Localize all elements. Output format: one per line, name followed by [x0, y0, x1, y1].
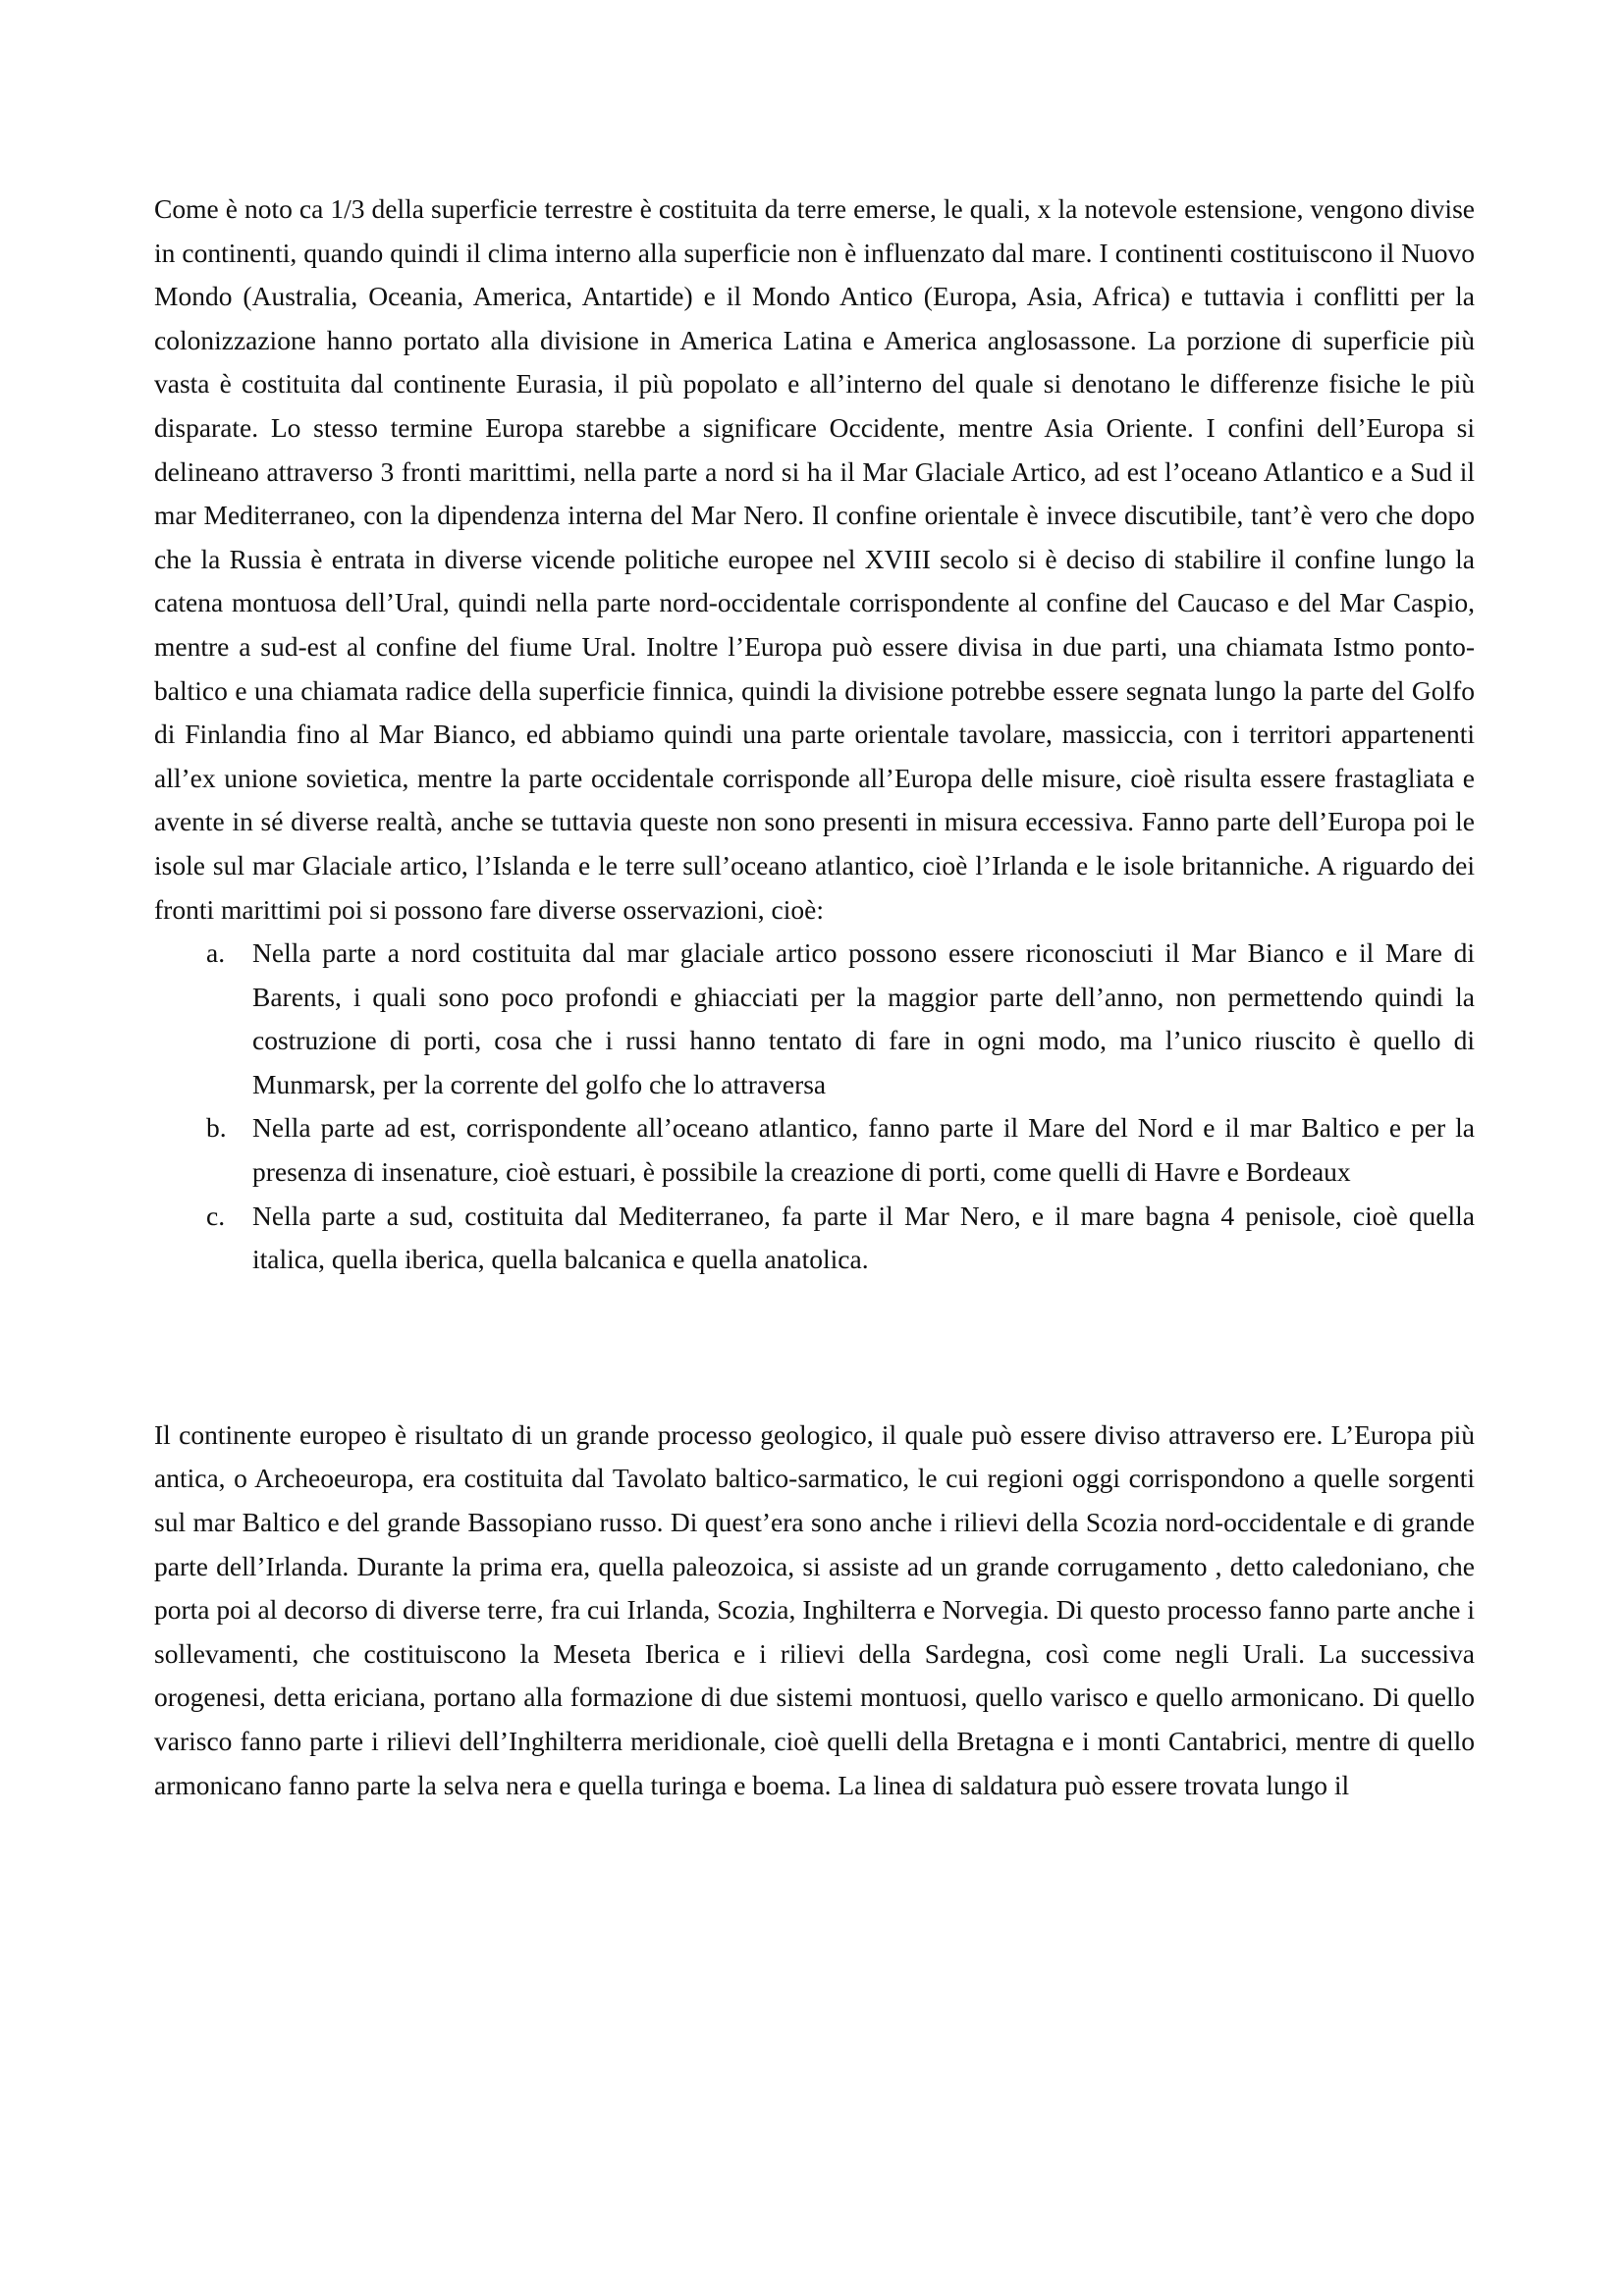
list-marker: c. [206, 1200, 226, 1231]
maritime-fronts-list [154, 932, 1475, 1282]
paragraph-geology: Il continente europeo è risultato di un grande processo geologico, il quale può essere diviso attraverso ere. L’Europa più antica, o Archeoeuropa, era costituita dal Tavolato baltico-sarmatico, le cui regioni oggi corrispondono a quelle sorgenti sul mar Baltico e del grande Bassopiano russo. Di quest’era sono anche i rilievi della Scozia nord-occidentale e di grande parte dell’Irlanda. Durante la prima era, quella paleozoica, si assiste ad un grande corrugamento , detto caledoniano, che porta poi al decorso di diverse terre, fra cui Irlanda, Scozia, Inghilterra e Norvegia. Di questo processo fanno parte anche i sollevamenti, che costituiscono la Meseta Iberica e i rilievi della Sardegna, così come negli Urali. La successiva orogenesi, detta ericiana, portano alla formazione di due sistemi montuosi, quello varisco e quello armonicano. Di quello varisco fanno parte i rilievi dell’Inghilterra meridionale, cioè quelli della Bretagna e i monti Cantabrici, mentre di quello armonicano fanno parte la selva nera e quella turinga e boema. La linea di saldatura può essere trovata lungo il [154, 1418, 1475, 1800]
list-item-text: Nella parte a nord costituita dal mar glaciale artico possono essere riconosciuti il Mar Bianco e il Mare di Barents, i quali sono poco profondi e ghiacciati per la maggior parte dell’anno, non permettendo quindi la costruzione di porti, cosa che i russi hanno tentato di fare in ogni modo, ma l’unico riuscito è quello di Munmarsk, per la corrente del golfo che lo attraversa [252, 937, 1475, 1099]
list-item-east [154, 1106, 1475, 1194]
paragraph-continents-europe: Come è noto ca 1/3 della superficie terrestre è costituita da terre emerse, le quali, x la notevole estensione, vengono divise in continenti, quando quindi il clima interno alla superficie non è influenzato dal mare. I continenti costituiscono il Nuovo Mondo (Australia, Oceania, America, Antartide) e il Mondo Antico (Europa, Asia, Africa) e tuttavia i conflitti per la colonizzazione hanno portato alla divisione in America Latina e America anglosassone. La porzione di superficie più vasta è costituita dal continente Eurasia, il più popolato e all’interno del quale si denotano le differenze fisiche le più disparate. Lo stesso termine Europa starebbe a significare Occidente, mentre Asia Oriente. I confini dell’Europa si delineano attraverso 3 fronti marittimi, nella parte a nord si ha il Mar Glaciale Artico, ad est l’oceano Atlantico e a Sud il mar Mediterraneo, con la dipendenza interna del Mar Nero. Il confine orientale è invece discutibile, tant’è vero che dopo che la Russia è entrata in diverse vicende politiche europee nel XVIII secolo si è deciso di stabilire il confine lungo la catena montuosa dell’Ural, quindi nella parte nord-occidentale corrispondente al confine del Caucaso e del Mar Caspio, mentre a sud-est al confine del fiume Ural. Inoltre l’Europa può essere divisa in due parti, una chiamata Istmo ponto-baltico e una chiamata radice della superficie finnica, quindi la divisione potrebbe essere segnata lungo la parte del Golfo di Finlandia fino al Mar Bianco, ed abbiamo quindi una parte orientale tavolare, massiccia, con i territori appartenenti all’ex unione sovietica, mentre la parte occidentale corrisponde all’Europa delle misure, cioè risulta essere frastagliata e avente in sé diverse realtà, anche se tuttavia queste non sono presenti in misura eccessiva. Fanno parte dell’Europa poi le isole sul mar Glaciale artico, l’Islanda e le terre sull’oceano atlantico, cioè l’Irlanda e le isole britanniche. A riguardo dei fronti marittimi poi si possono fare diverse osservazioni, cioè: [154, 193, 1475, 925]
list-item-north [154, 932, 1475, 1106]
list-item-text: Nella parte ad est, corrispondente all’oceano atlantico, fanno parte il Mare del Nord e il mar Baltico e per la presenza di insenature, cioè estuari, è possibile la creazione di porti, come quelli di Havre e Bordeaux [252, 1112, 1475, 1188]
paragraph-spacer [154, 1282, 1475, 1414]
list-marker: a. [206, 937, 226, 969]
list-item-text: Nella parte a sud, costituita dal Mediterraneo, fa parte il Mar Nero, e il mare bagna 4 penisole, cioè quella italica, quella iberica, quella balcanica e quella anatolica. [252, 1200, 1475, 1275]
document-body [154, 187, 1475, 1807]
list-marker: b. [206, 1112, 227, 1144]
list-item-south [154, 1195, 1475, 1282]
